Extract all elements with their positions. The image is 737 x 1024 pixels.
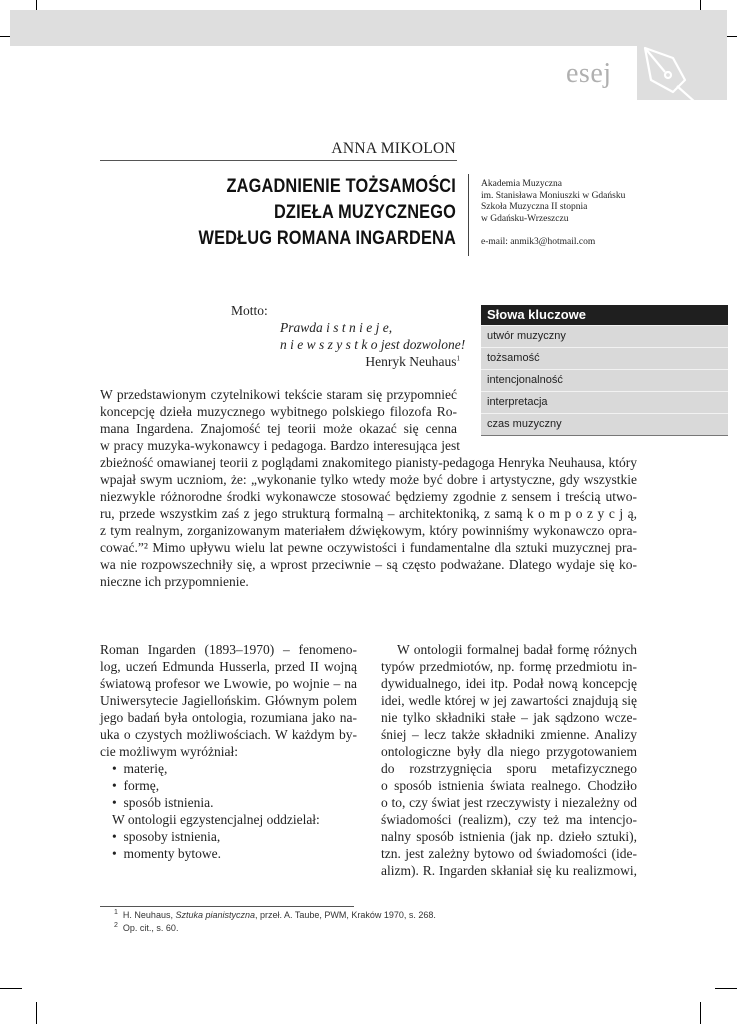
- intro-paragraph: [100, 386, 637, 590]
- crop-mark: [36, 1002, 37, 1024]
- text-line: W ontologii egzystencjalnej oddzielał:: [112, 812, 320, 827]
- text-line: tzn. jest zależny bytowo od świadomości (ide-: [381, 846, 637, 861]
- text-line: wpajał swym uczniom, że: „wykonanie tylko wtedy może być dobre i artystyczne, gdy wszystkie: [100, 472, 637, 487]
- text-line: zbieżność omawianej teorii z poglądami znakomitego pianisty-pedagoga Henryka Neuhausa, który: [100, 455, 637, 470]
- text-line: W ontologii formalnej badał formę różnych: [397, 642, 637, 657]
- list-item: • formę,: [112, 778, 160, 793]
- list-item: • momenty bytowe.: [112, 846, 221, 861]
- article-title: [193, 174, 456, 252]
- motto-author: Henryk Neuhaus: [365, 354, 457, 369]
- footnote: $^1$ H. Neuhaus, Sztuka pianistyczna, przeł. A. Taube, PWM, Kraków 1970, s. 268.: [114, 909, 436, 920]
- text-line: W przedstawionym czytelnikowi tekście staram się przypomnieć: [100, 387, 457, 402]
- text-line: o to, czy świat jest rzeczywisty i niezależny od: [381, 795, 637, 810]
- motto-line: Prawda i s t n i e j e,: [280, 320, 393, 335]
- crop-mark: [0, 988, 22, 989]
- text-line: światową profesor we Lwowie, po wojnie – na: [100, 676, 357, 691]
- list-item: • sposób istnienia.: [112, 795, 214, 810]
- text-line: typów przedmiotów, np. formę przedmiotu in-: [381, 659, 637, 674]
- motto-attribution: [280, 353, 460, 370]
- crop-mark: [700, 1002, 701, 1024]
- text-line: idei, wedle której w jej zawartości znajdują się: [381, 693, 637, 708]
- header-band: [10, 10, 727, 46]
- text-line: nieczne ich przypomnienie.: [100, 574, 249, 589]
- title-line: ZAGADNIENIE TOŻSAMOŚCI: [226, 176, 456, 197]
- text-line: log, uczeń Edmunda Husserla, przed II wojną: [100, 659, 357, 674]
- text-line: uka o czystych możliwościach. W każdym by-: [100, 727, 357, 742]
- text-line: z tym realnym, zorganizowanym materiałem dźwiękowym, który powinniśmy wykonawczo opra-: [100, 523, 637, 538]
- keyword-item: interpretacja: [481, 391, 728, 413]
- text-line: śniej – lecz także składniki zmienne. Analizy: [381, 727, 637, 742]
- text-line: cować.”² Mimo upływu wielu lat pewne oczywistości i fundamentalne dla sztuki muzycznej pra-: [100, 540, 637, 555]
- section-tab: [637, 46, 727, 100]
- pen-nib-icon: [637, 46, 727, 100]
- text-line: Roman Ingarden (1893–1970) – fenomeno-: [100, 642, 357, 657]
- affiliation: [481, 179, 641, 249]
- title-line: WEDŁUG ROMANA INGARDENA: [198, 228, 456, 249]
- author-name: ANNA MIKOLON: [331, 140, 456, 157]
- text-line: mana Ingardena. Znajomość tej teorii może okazać się cenna: [100, 421, 457, 436]
- text-line: dywidualnego, idei itp. Podał nową koncepcję: [381, 676, 637, 691]
- keyword-item: intencjonalność: [481, 369, 728, 391]
- motto-label: Motto:: [231, 303, 268, 318]
- list-item: • sposoby istnienia,: [112, 829, 221, 844]
- affiliation-line: im. Stanisława Moniuszki w Gdańsku: [481, 190, 626, 201]
- text-line: alizm). R. Ingarden skłaniał się ku realizmowi,: [381, 863, 637, 878]
- text-line: cie możliwym wyróżniał:: [100, 744, 238, 759]
- keyword-item: utwór muzyczny: [481, 325, 728, 347]
- title-line: DZIEŁA MUZYCZNEGO: [273, 202, 456, 223]
- text-line: ru, przede wszystkim zaś z jego strukturą formalną – architektoniką, z samą k o m p o z y c j ą,: [100, 506, 637, 521]
- keyword-item: czas muzyczny: [481, 413, 728, 436]
- title-rule: [100, 160, 457, 161]
- footnote: $^2$ Op. cit., s. 60.: [114, 922, 179, 933]
- affiliation-line: w Gdańsku-Wrzeszczu: [481, 213, 569, 224]
- keywords-heading: Słowa kluczowe: [481, 305, 728, 325]
- email: e-mail: anmik3@hotmail.com: [481, 237, 596, 247]
- motto-line: n i e w s z y s t k o jest dozwolone!: [280, 337, 466, 352]
- footnote-ref: 1: [456, 354, 460, 363]
- text-line: do rozstrzygnięcia sporu metafizycznego: [381, 761, 637, 776]
- footnote-rule: [100, 906, 354, 907]
- text-line: niezwykle różnorodne środki wykonawcze stosować będziemy zgodnie z sensem i treścią utwo-: [100, 489, 637, 504]
- text-line: nie tylko składniki stałe – jak sądzono wcze-: [381, 710, 637, 725]
- text-line: jego badań była ontologia, rozumiana jako na-: [100, 710, 357, 725]
- text-line: w pracy muzyka-wykonawcy i pedagoga. Bardzo interesująca jest: [100, 438, 460, 453]
- keyword-item: tożsamość: [481, 347, 728, 369]
- left-column: [100, 641, 357, 862]
- affiliation-line: Akademia Muzyczna: [481, 179, 562, 189]
- affiliation-line: Szkoła Muzyczna II stopnia: [481, 202, 588, 212]
- text-line: nalny sposób istnienia (jak np. dzieło sztuki),: [381, 829, 637, 844]
- text-line: Uniwersytecie Jagiellońskim. Głównym polem: [100, 693, 357, 708]
- text-line: koncepcję dzieła muzycznego wybitnego polskiego filozofa Ro-: [100, 404, 457, 419]
- list-item: • materię,: [112, 761, 168, 776]
- section-label: esej: [566, 58, 612, 89]
- text-line: o sposób istnienia świata realnego. Chodziło: [381, 778, 637, 793]
- crop-mark: [715, 988, 737, 989]
- right-column: [381, 641, 637, 879]
- title-divider: [468, 174, 469, 256]
- text-line: świadomości (realizm), czy też ma intencjo-: [381, 812, 637, 827]
- text-line: wa nie rozpowszechniły się, a wprost przeciwnie – są często podważane. Dlatego wydaje się ko-: [100, 557, 637, 572]
- text-line: ontologiczne były dla niego przygotowaniem: [381, 744, 637, 759]
